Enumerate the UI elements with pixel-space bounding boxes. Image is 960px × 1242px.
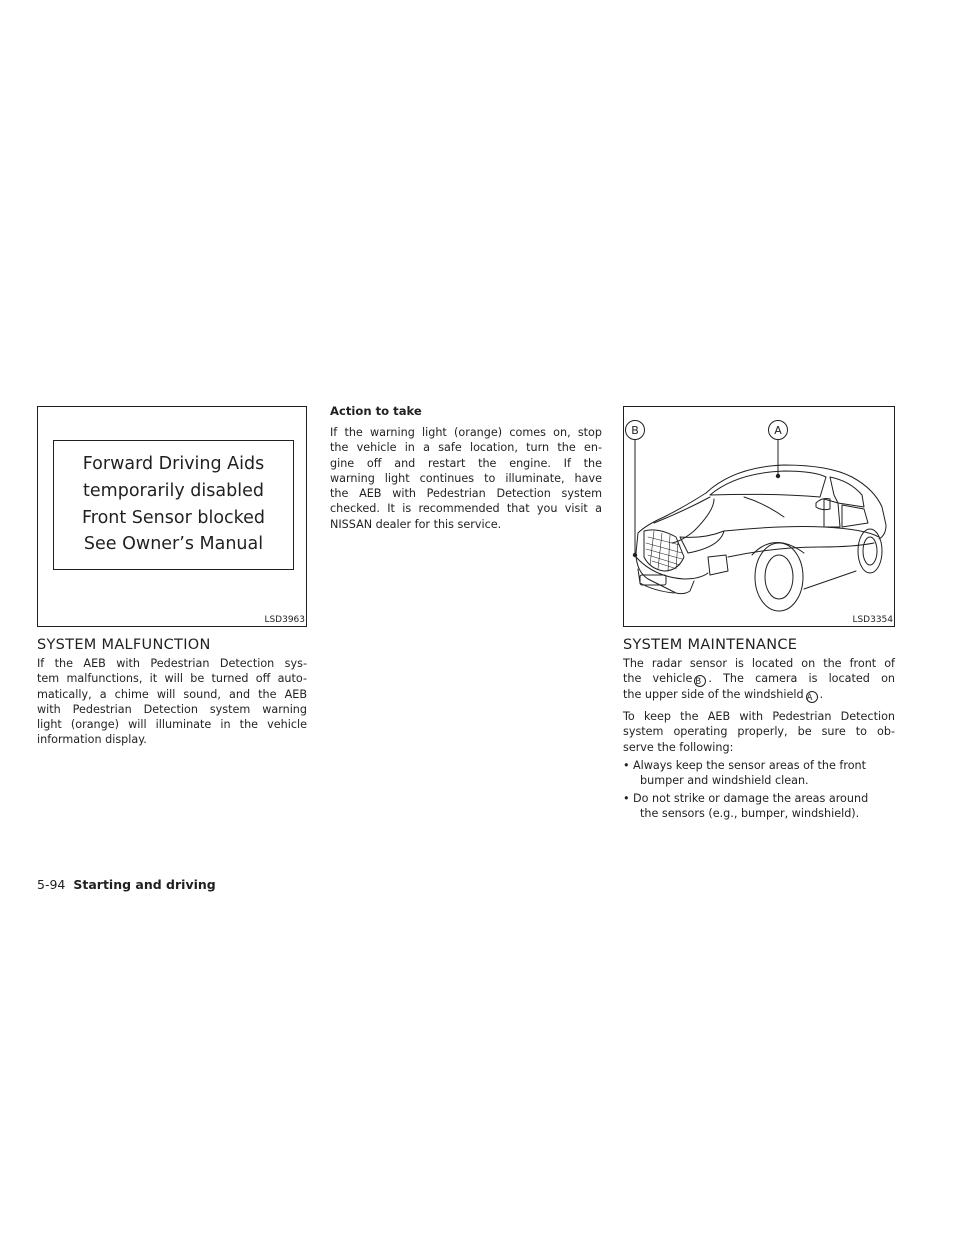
bullet-item bbox=[623, 791, 895, 822]
text-line: information display. bbox=[37, 733, 147, 747]
text-line: checked. It is recommended that you visit a bbox=[330, 502, 602, 516]
text-line: To keep the AEB with Pedestrian Detection bbox=[623, 710, 895, 723]
camera-dot bbox=[776, 474, 780, 478]
text-line: gine off and restart the engine. If the bbox=[330, 456, 602, 470]
section-title: Starting and driving bbox=[73, 877, 216, 892]
text-line: tem malfunctions, it will be turned off auto- bbox=[37, 672, 307, 686]
text-line: The radar sensor is located on the front of bbox=[623, 657, 895, 670]
sensor-location-figure bbox=[623, 406, 895, 627]
display-line: Forward Driving Aids bbox=[82, 454, 265, 474]
headlight bbox=[680, 531, 724, 553]
bullet-dot: • bbox=[623, 792, 630, 805]
text-line: light (orange) will illuminate in the vehicle bbox=[37, 718, 307, 732]
text-line: Do not strike or damage the areas around bbox=[633, 792, 869, 805]
page-footer bbox=[37, 876, 216, 894]
radar-sensor-dot bbox=[633, 553, 637, 557]
callout-b-label: B bbox=[631, 424, 639, 437]
text-fragment: . The camera is located on bbox=[708, 672, 895, 686]
text-line: the vehicle in a safe location, turn the en- bbox=[330, 441, 602, 455]
windshield bbox=[710, 471, 826, 497]
text-line: serve the following: bbox=[623, 740, 734, 754]
maintenance-paragraph-1 bbox=[623, 656, 895, 703]
text-line: Always keep the sensor areas of the front bbox=[633, 759, 867, 772]
text-line: the sensors (e.g., bumper, windshield). bbox=[640, 807, 860, 821]
bullet-item bbox=[623, 758, 895, 789]
front-wheel bbox=[755, 543, 803, 611]
fog-light bbox=[708, 555, 728, 575]
car-illustration bbox=[624, 407, 894, 626]
figure-code: LSD3963 bbox=[264, 615, 305, 625]
display-message-figure bbox=[37, 406, 307, 627]
callout-b-marker: B bbox=[694, 675, 706, 687]
action-paragraph bbox=[330, 425, 602, 532]
text-line: matically, a chime will sound, and the AEB bbox=[37, 687, 307, 701]
text-line: system operating properly, be sure to ob- bbox=[623, 725, 895, 739]
subheading-action-to-take: Action to take bbox=[330, 404, 422, 418]
text-line: bumper and windshield clean. bbox=[640, 774, 809, 788]
text-line: the AEB with Pedestrian Detection system bbox=[330, 487, 602, 501]
display-line: temporarily disabled bbox=[83, 481, 264, 501]
text-line: If the AEB with Pedestrian Detection sys- bbox=[37, 657, 307, 670]
display-line: See Owner’s Manual bbox=[83, 534, 264, 554]
maintenance-paragraph-2 bbox=[623, 709, 895, 755]
malfunction-paragraph bbox=[37, 656, 307, 748]
text-line bbox=[623, 687, 895, 703]
display-line: Front Sensor blocked bbox=[81, 508, 266, 528]
page-number: 5-94 bbox=[37, 877, 66, 892]
callout-a-label: A bbox=[774, 424, 782, 437]
callout-a-marker: A bbox=[806, 691, 818, 703]
rear-wheel bbox=[858, 529, 882, 573]
text-fragment: the upper side of the windshield bbox=[623, 688, 804, 702]
roof-outline bbox=[706, 465, 886, 539]
text-line bbox=[623, 671, 895, 687]
text-fragment: . bbox=[819, 688, 824, 702]
text-line: If the warning light (orange) comes on, stop bbox=[330, 426, 602, 439]
figure-code: LSD3354 bbox=[852, 615, 893, 625]
section-heading-system-malfunction: SYSTEM MALFUNCTION bbox=[37, 637, 211, 653]
vehicle-information-display bbox=[53, 440, 294, 570]
text-line: with Pedestrian Detection system warning bbox=[37, 702, 307, 716]
text-fragment: the vehicle bbox=[623, 672, 693, 686]
text-line: NISSAN dealer for this service. bbox=[330, 517, 502, 531]
text-line: warning light continues to illuminate, have bbox=[330, 471, 602, 485]
section-heading-system-maintenance: SYSTEM MAINTENANCE bbox=[623, 637, 798, 653]
bullet-dot: • bbox=[623, 759, 630, 772]
